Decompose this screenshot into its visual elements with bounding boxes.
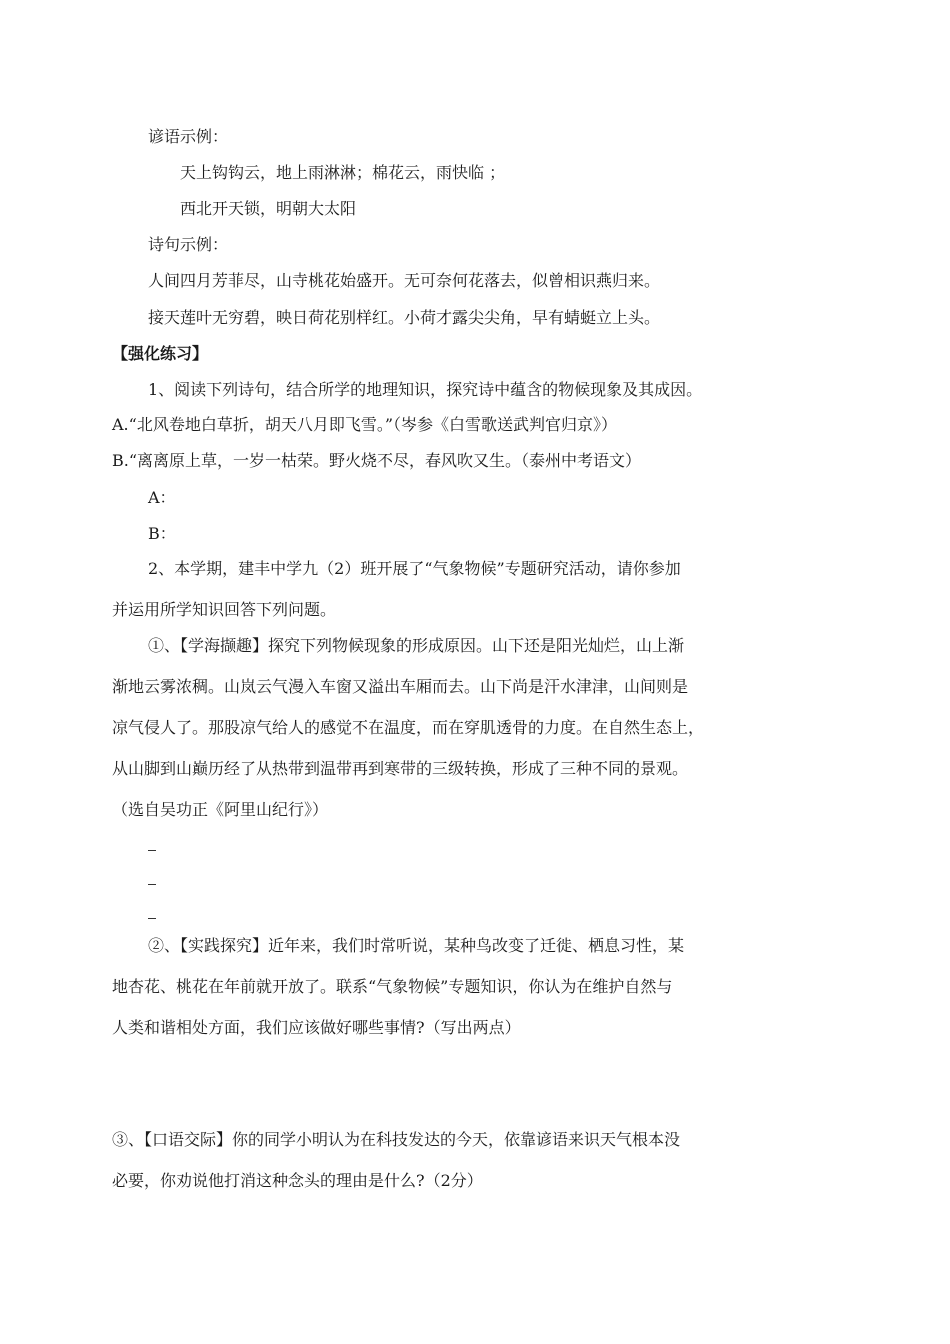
question-2-2-line: 地杏花、桃花在年前就开放了。联系“气象物候”专题知识，你认为在维护自然与 [112, 977, 673, 996]
proverb-line: 天上钩钩云，地上雨淋淋；棉花云，雨快临 ； [180, 163, 506, 182]
question-2-2-line: ②、【实践探究】近年来，我们时常听说，某种鸟改变了迁徙、栖息习性，某 [148, 936, 685, 955]
answer-blank-line [148, 918, 156, 919]
question-1-option-a: A.“北风卷地白草折，胡天八月即飞雪。”（岑参《白雪歌送武判官归京》） [112, 415, 618, 434]
question-2-2-line: 人类和谐相处方面，我们应该做好哪些事情?（写出两点） [112, 1018, 521, 1037]
proverb-heading: 谚语示例： [148, 127, 229, 146]
question-2-3-line: ③、【口语交际】你的同学小明认为在科技发达的今天，依靠谚语来识天气根本没 [112, 1130, 681, 1149]
question-1-option-b: B.“离离原上草，一岁一枯荣。野火烧不尽，春风吹又生。（泰州中考语文） [112, 451, 642, 470]
poem-line: 人间四月芳菲尽，山寺桃花始盛开。无可奈何花落去，似曾相识燕归来。 [148, 271, 661, 290]
question-2-1-line: 从山脚到山巅历经了从热带到温带再到寒带的三级转换，形成了三种不同的景观。 [112, 759, 689, 778]
answer-label-b: B： [148, 524, 176, 543]
question-2-1-line: 凉气侵人了。那股凉气给人的感觉不在温度，而在穿肌透骨的力度。在自然生态上， [112, 718, 705, 737]
poem-line: 接天莲叶无穷碧，映日荷花别样红。小荷才露尖尖角，早有蜻蜓立上头。 [148, 308, 661, 327]
question-2-1-line: ①、【学海撷趣】探究下列物候现象的形成原因。山下还是阳光灿烂，山上渐 [148, 636, 685, 655]
source-citation: （选自吴功正《阿里山纪行》） [112, 800, 329, 819]
question-2-line: 2、本学期，建丰中学九（2）班开展了“气象物候”专题研究活动，请你参加 [148, 559, 681, 578]
question-2-line: 并运用所学知识回答下列问题。 [112, 600, 337, 619]
question-2-3-line: 必要，你劝说他打消这种念头的理由是什么?（2分） [112, 1171, 483, 1190]
answer-blank-line [148, 850, 156, 851]
question-2-1-line: 渐地云雾浓稠。山岚云气漫入车窗又溢出车厢而去。山下尚是汗水津津，山间则是 [112, 677, 689, 696]
answer-blank-line [148, 884, 156, 885]
poem-heading: 诗句示例： [148, 235, 229, 254]
section-title: 【强化练习】 [112, 344, 209, 363]
question-1-intro: 1、阅读下列诗句，结合所学的地理知识，探究诗中蕴含的物候现象及其成因。 [148, 380, 703, 399]
answer-label-a: A： [148, 488, 176, 507]
proverb-line: 西北开天锁，明朝大太阳 [180, 199, 357, 218]
